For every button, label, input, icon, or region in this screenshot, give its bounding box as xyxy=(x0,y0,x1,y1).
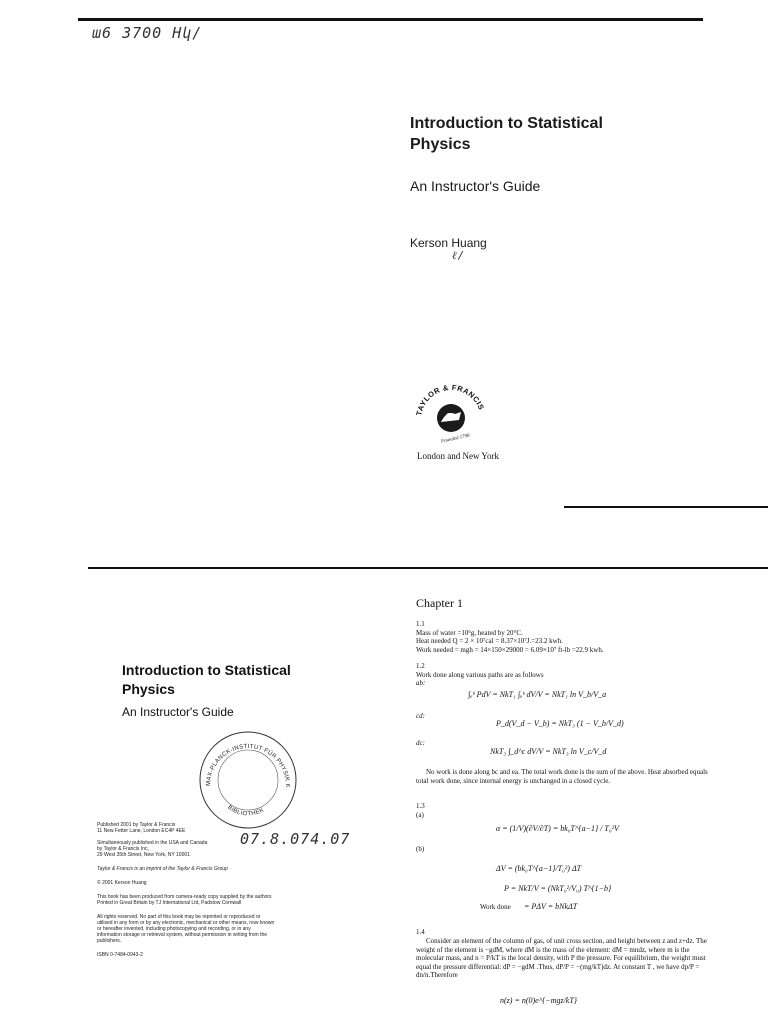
pub-line: Published 2001 by Taylor & Francis xyxy=(97,822,176,828)
top-author: Kerson Huang xyxy=(410,236,487,250)
text-line: Work needed = mgh = 14×150×29000 = 6.09×10⁷ ft-lb =22.9 kwh. xyxy=(416,645,604,654)
stamp-ring-text: MAX-PLANCK-INSTITUT FÜR PHYSIK K xyxy=(205,743,291,788)
top-border-line xyxy=(78,18,703,21)
pub-line: Printed in Great Britain by TJ International Ltd, Padstow Cornwall xyxy=(97,900,242,906)
section-label: 1.2 xyxy=(416,662,425,670)
top-title xyxy=(410,113,603,155)
pub-line: utilised in any form or by any electronic, mechanical or other means, now known xyxy=(97,920,275,926)
library-stamp xyxy=(196,728,300,832)
pub-line: by Taylor & Francis Inc, xyxy=(97,846,149,852)
section-1-2-note: No work is done along bc and ea. The total work done is the sum of the above. Heat absorbed equals total work done, since internal energy is unchanged in a closed cycle. xyxy=(416,768,708,785)
section-1-3-label xyxy=(416,802,476,819)
equation-final: n(z) = n(0)e^{−mgz/kT} xyxy=(500,996,578,1005)
top-title-line1: Introduction to Statistical xyxy=(410,115,603,132)
path-label-dc: dc: xyxy=(416,739,425,747)
page-divider-left xyxy=(88,567,768,569)
author-handwritten-initial: ℓ/ xyxy=(452,249,466,262)
top-title-line2: Physics xyxy=(410,136,471,153)
equation-dc: NkT₃ ∫_d^c dV/V = NkT₃ ln V_c/V_d xyxy=(490,747,607,756)
path-label-cd: cd: xyxy=(416,712,425,720)
publisher-logo xyxy=(409,380,493,444)
logo-founded-text: Founded 1798 xyxy=(440,433,471,444)
stamp-bottom-text: BIBLIOTHEK xyxy=(226,804,266,818)
section-label: 1.3 xyxy=(416,802,425,810)
taylor-francis-logo-icon xyxy=(409,380,493,444)
page-divider-right xyxy=(564,506,768,508)
equation-p: P = NkT/V = (NkT₀²/V₀) T^{1−b} xyxy=(504,884,612,893)
pub-line: or hereafter invented, including photocopying and recording, or in any xyxy=(97,926,251,932)
pub-line: © 2001 Kerson Huang xyxy=(97,880,147,886)
top-subtitle: An Instructor's Guide xyxy=(410,178,541,194)
pub-line xyxy=(97,944,307,952)
section-1-2 xyxy=(416,662,712,688)
pub-line: Simultaneously published in the USA and Canada xyxy=(97,840,208,846)
pub-line: 11 New Fetter Lane, London EC4P 4EE xyxy=(97,828,186,834)
svg-text:MAX-PLANCK-INSTITUT FÜR PHYSIK xyxy=(196,728,290,788)
subpart-label-b: (b) xyxy=(416,845,425,853)
logo-ring-text: TAYLOR & FRANCIS xyxy=(414,382,487,417)
bl-title xyxy=(122,661,291,699)
pub-line xyxy=(97,886,307,894)
handwritten-date: 07.8.074.07 xyxy=(240,830,351,848)
pub-line: All rights reserved. No part of this book may be reprinted or reproduced or xyxy=(97,914,261,920)
pub-line: publishers. xyxy=(97,938,122,944)
publication-info xyxy=(97,822,307,958)
equation-alpha: α = (1/V)(∂V/∂T) = bk₀T^{a−1} / T₀²V xyxy=(496,824,619,833)
pub-line: Taylor & Francis is an imprint of the Taylor & Francis Group xyxy=(97,866,228,872)
text-line: Heat needed Q = 2 × 10⁷cal = 8.37×10⁷J.=23.2 kwh. xyxy=(416,637,563,645)
text-line: Mass of water =10⁶g, heated by 20°C. xyxy=(416,628,523,637)
equation-dv: ΔV = (bk₀T^{a−1}/T₀²) ΔT xyxy=(496,864,582,873)
pub-line: This book has been produced from camera-ready copy supplied by the authors xyxy=(97,894,272,900)
text-line: Work done along various paths are as follows xyxy=(416,670,544,679)
pub-line xyxy=(97,872,307,880)
path-label: ab: xyxy=(416,679,426,687)
imprint-location: London and New York xyxy=(417,451,499,461)
pub-line: information storage or retrieval system, without permission in writing from the xyxy=(97,932,268,938)
chapter-heading: Chapter 1 xyxy=(416,596,463,610)
pub-line: ISBN 0-7484-0943-2 xyxy=(97,952,143,958)
pub-line xyxy=(97,858,307,866)
equation-ab: ∫ₐᵇ PdV = NkT₁ ∫ₐᵇ dV/V = NkT₁ ln V_b/V_a xyxy=(468,690,607,699)
pub-line: 29 West 35th Street, New York, NY 10001 xyxy=(97,852,190,858)
section-1-1 xyxy=(416,620,712,654)
bl-title-line2: Physics xyxy=(122,681,175,697)
equation-cd: P_d(V_d − V_b) = NkT₃ (1 − V_b/V_d) xyxy=(496,719,624,728)
section-label: 1.1 xyxy=(416,620,425,628)
subpart-label: (a) xyxy=(416,810,424,819)
handwritten-call-number: ա6 3700 Hկ/ xyxy=(92,24,203,42)
bl-subtitle: An Instructor's Guide xyxy=(122,705,234,719)
equation-work-label: Work done xyxy=(480,903,511,911)
svg-text:BIBLIOTHEK xyxy=(226,805,265,818)
section-1-4-text: Consider an element of the column of gas, of unit cross section, and height between z and z+dz. The weight of the element is −gdM, where dM is the mass of the element: dM = mndz, where m is the molecular mass, and n = P/kT is the local density, with P the pressure. For equilibrium, the weight must equal the pressure differential: dP = −gdM .Thus, dP/P = −(mg/kT)dz. At constant T , we have dp/P = dn/n.Therefore xyxy=(416,937,707,979)
section-1-4-label: 1.4 xyxy=(416,928,425,936)
bl-title-line1: Introduction to Statistical xyxy=(122,662,291,678)
equation-work: = PΔV = bNkΔT xyxy=(524,902,578,911)
library-stamp-icon xyxy=(196,728,300,832)
pub-line xyxy=(97,906,307,914)
